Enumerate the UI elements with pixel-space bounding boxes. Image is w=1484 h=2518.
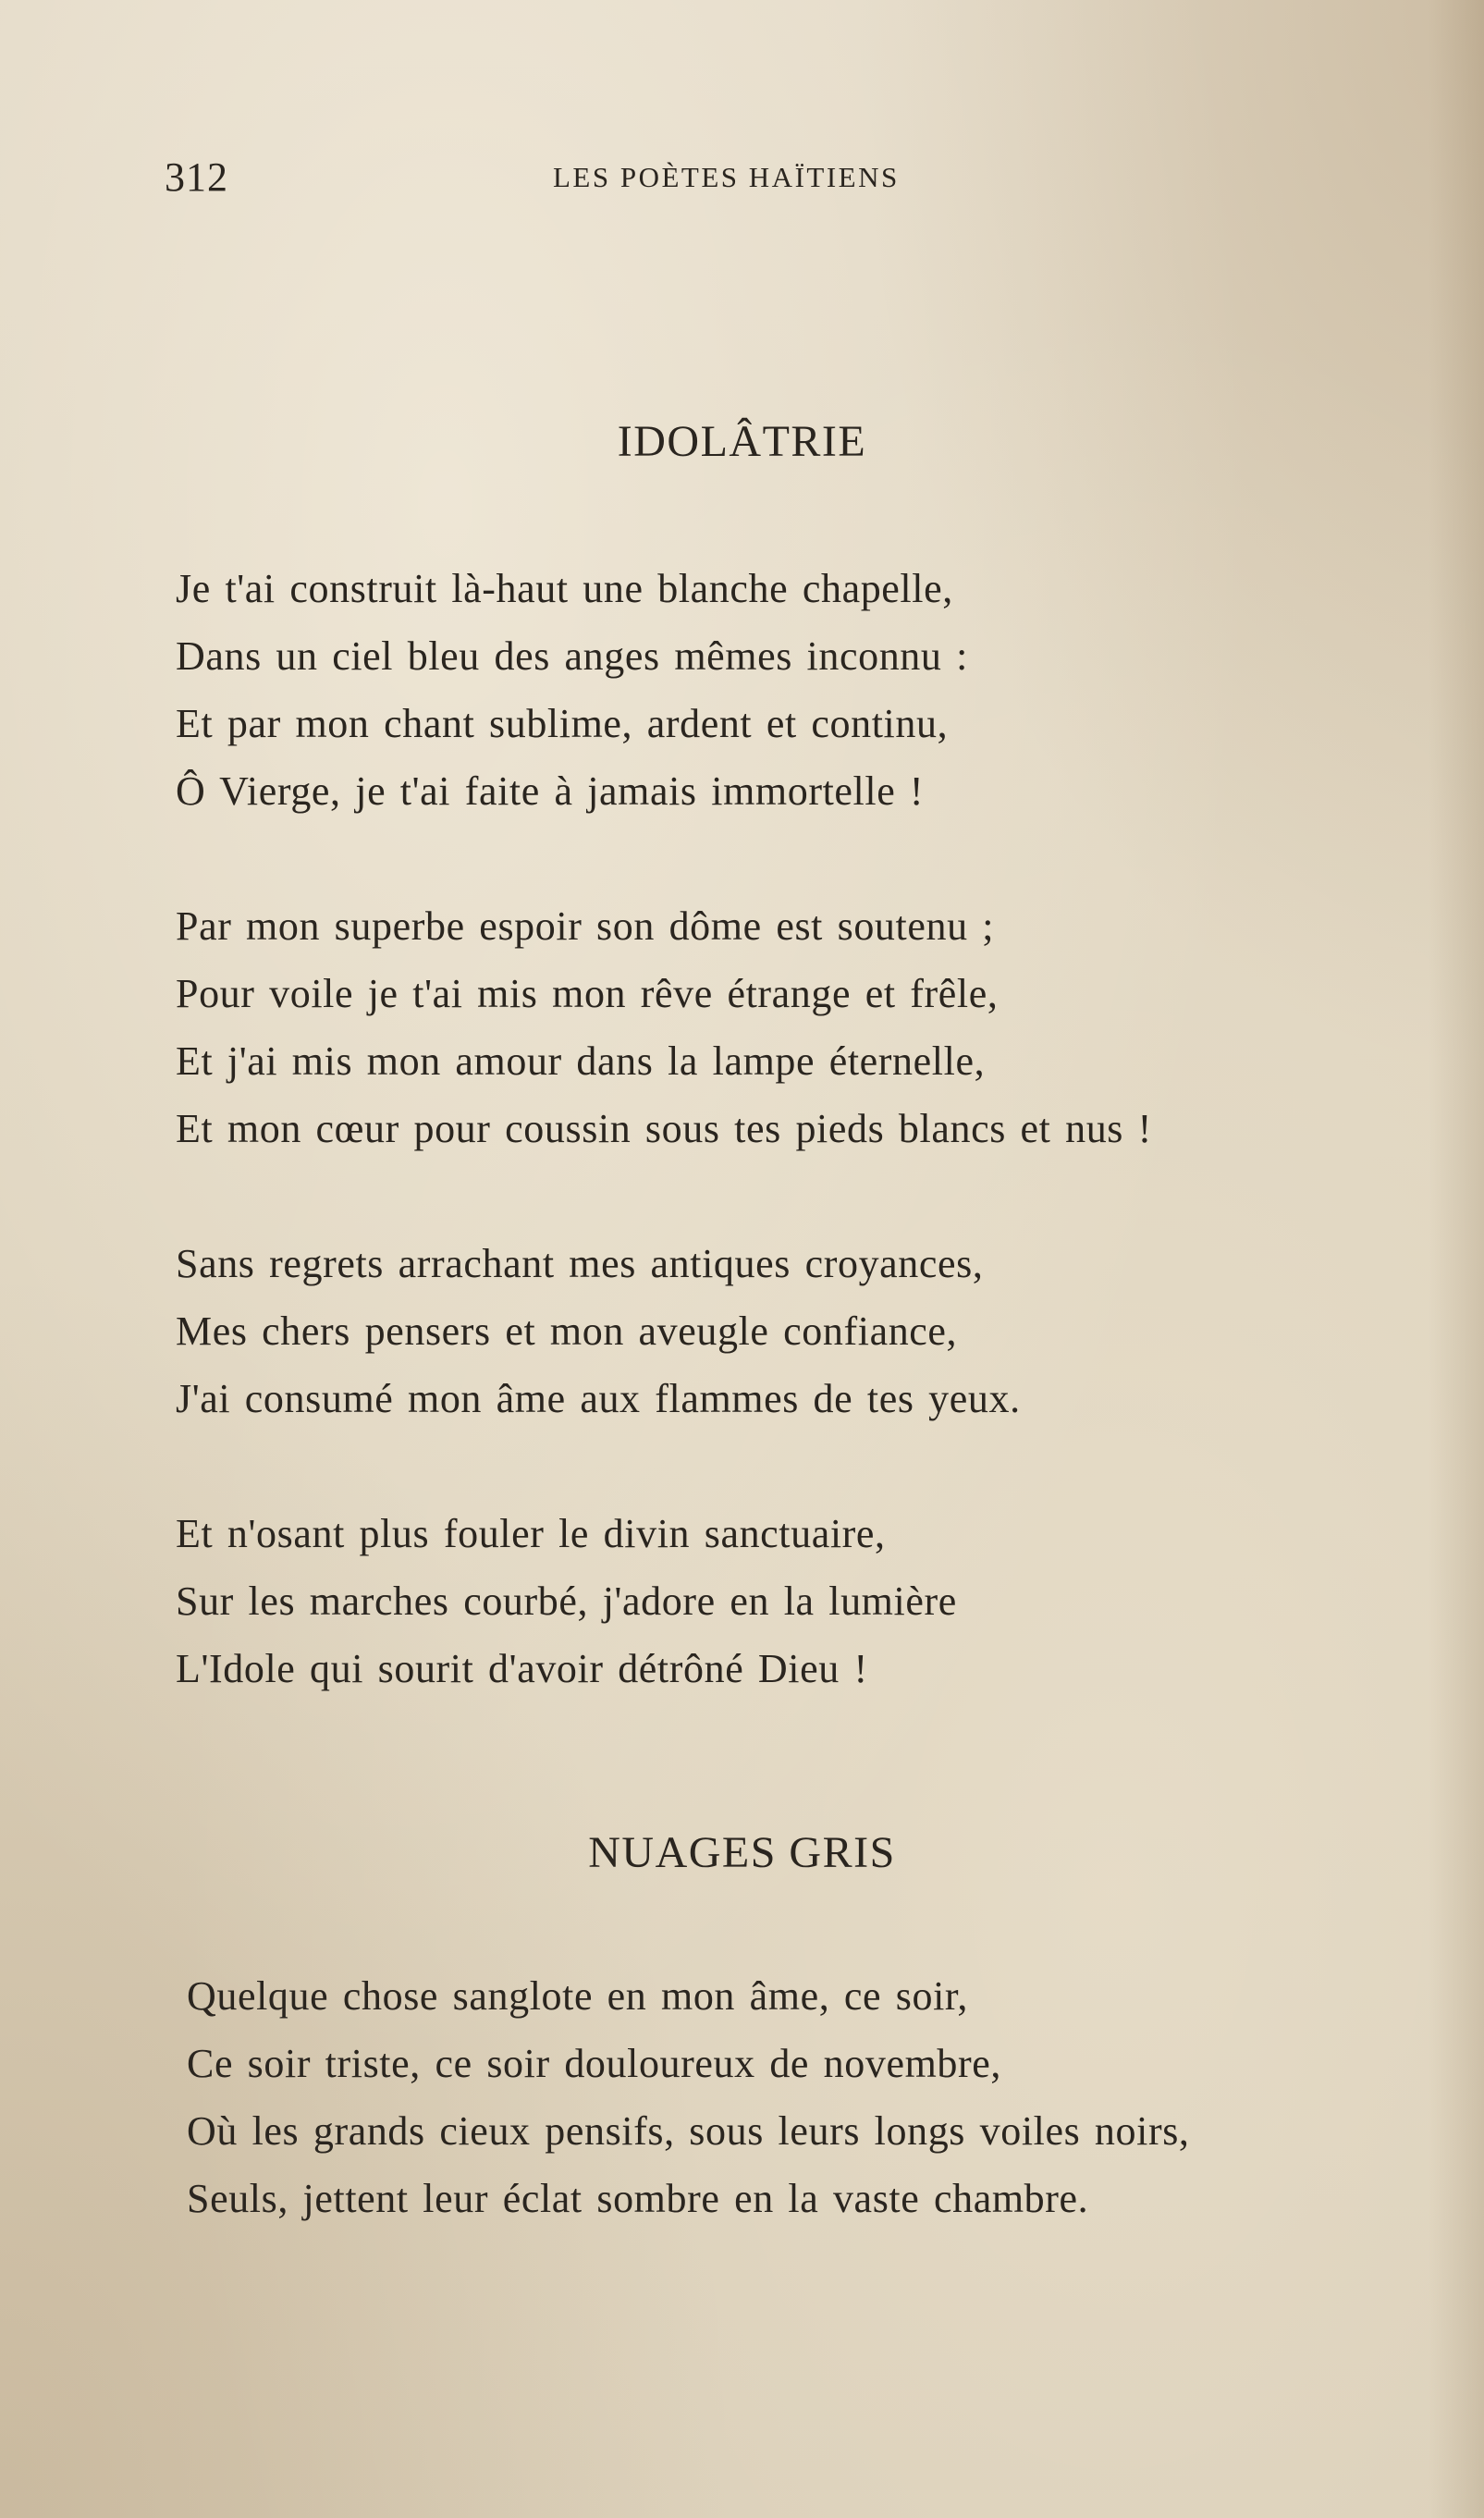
verse-line: Je t'ai construit là-haut une blanche chapelle, xyxy=(176,566,953,611)
poem-title: NUAGES GRIS xyxy=(588,1828,896,1877)
poem-title: IDOLÂTRIE xyxy=(617,417,867,466)
stanza xyxy=(176,555,968,825)
verse-line: J'ai consumé mon âme aux flammes de tes yeux. xyxy=(176,1376,1021,1421)
verse-line: Seuls, jettent leur éclat sombre en la vaste chambre. xyxy=(187,2176,1089,2221)
verse-line: Ce soir triste, ce soir douloureux de novembre, xyxy=(187,2041,1001,2086)
verse-line: Où les grands cieux pensifs, sous leurs longs voiles noirs, xyxy=(187,2108,1190,2154)
stanza xyxy=(176,1500,957,1702)
verse-line: Ô Vierge, je t'ai faite à jamais immortelle ! xyxy=(176,768,925,814)
verse-line: L'Idole qui sourit d'avoir détrôné Dieu ! xyxy=(176,1646,868,1691)
stanza xyxy=(176,892,1152,1162)
verse-line: Sans regrets arrachant mes antiques croyances, xyxy=(176,1241,984,1286)
verse-line: Et j'ai mis mon amour dans la lampe éternelle, xyxy=(176,1038,986,1084)
page-edge-shadow xyxy=(1429,0,1484,2518)
verse-line: Pour voile je t'ai mis mon rêve étrange et frêle, xyxy=(176,971,999,1016)
stanza xyxy=(187,1962,1190,2232)
page-number: 312 xyxy=(165,154,228,200)
verse-line: Et par mon chant sublime, ardent et continu, xyxy=(176,701,949,746)
verse-line: Et n'osant plus fouler le divin sanctuaire, xyxy=(176,1511,886,1556)
verse-line: Quelque chose sanglote en mon âme, ce soir, xyxy=(187,1973,969,2019)
verse-line: Sur les marches courbé, j'adore en la lumière xyxy=(176,1578,957,1624)
verse-line: Mes chers pensers et mon aveugle confiance, xyxy=(176,1308,958,1354)
stanza xyxy=(176,1230,1021,1432)
verse-line: Par mon superbe espoir son dôme est soutenu ; xyxy=(176,903,995,949)
running-head: LES POÈTES HAÏTIENS xyxy=(553,161,900,193)
verse-line: Et mon cœur pour coussin sous tes pieds blancs et nus ! xyxy=(176,1106,1152,1151)
page-header xyxy=(165,150,1330,205)
verse-line: Dans un ciel bleu des anges mêmes inconnu : xyxy=(176,633,968,679)
